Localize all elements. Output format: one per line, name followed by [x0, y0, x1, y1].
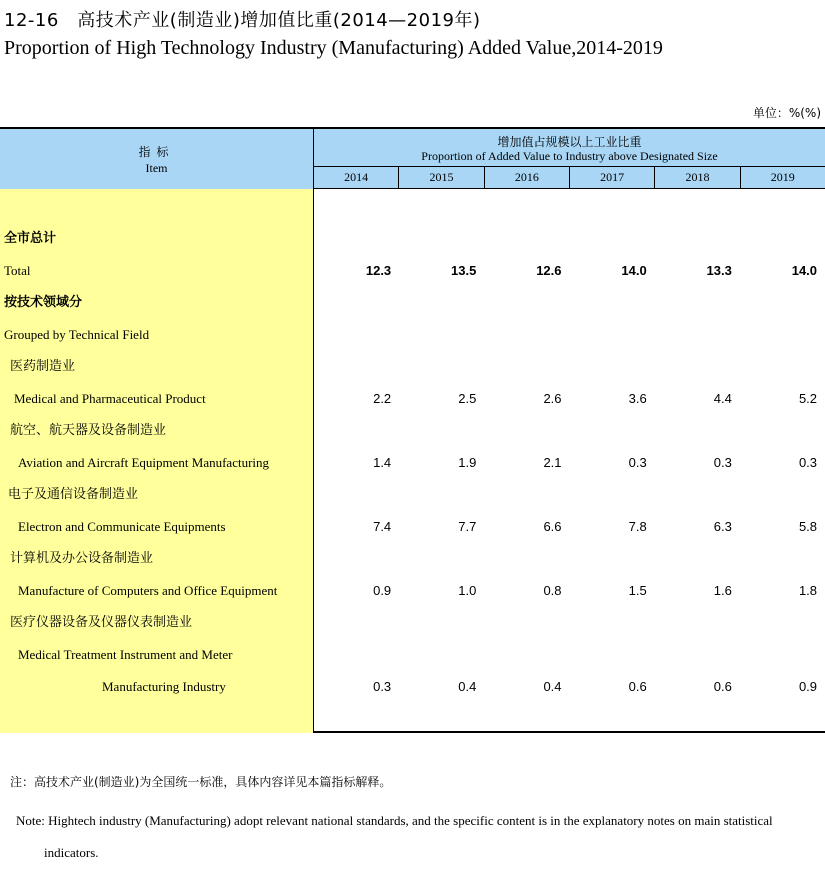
value-group-header: [314, 129, 825, 167]
year-header: 2017: [569, 167, 654, 188]
value-cell: 0.4: [458, 679, 477, 694]
table-title-cn: 12-16 高技术产业(制造业)增加值比重(2014—2019年): [4, 10, 481, 31]
table-title-en: Proportion of High Technology Industry (Manufacturing) Added Value,2014-2019: [4, 37, 663, 59]
row-label: Aviation and Aircraft Equipment Manufacturing: [18, 455, 270, 470]
table-row-values: [314, 575, 825, 607]
year-header: 2016: [484, 167, 569, 188]
value-cell: 13.5: [451, 263, 477, 278]
year-header: 2019: [740, 167, 825, 188]
value-cell: 1.6: [713, 583, 732, 598]
value-cell: 0.9: [373, 583, 392, 598]
table-row-values: [314, 383, 825, 415]
value-cell: 2.1: [543, 455, 562, 470]
table-row-values: [314, 671, 825, 703]
row-label: 按技术领域分: [4, 295, 83, 310]
value-cell: 0.6: [713, 679, 732, 694]
year-header: 2015: [398, 167, 483, 188]
table-row-values: [314, 511, 825, 543]
value-cell: 7.7: [458, 519, 477, 534]
row-label: 医药制造业: [10, 359, 76, 374]
row-label: Total: [4, 263, 31, 278]
row-label: Manufacturing Industry: [102, 679, 226, 694]
row-label: 电子及通信设备制造业: [8, 487, 139, 502]
value-cell: 7.8: [628, 519, 647, 534]
table-row-values: [314, 447, 825, 479]
year-header: 2014: [344, 170, 369, 184]
year-header-row: [314, 167, 825, 189]
row-label: Manufacture of Computers and Office Equipment: [18, 583, 278, 598]
value-cell: 4.4: [713, 391, 732, 406]
row-label: Electron and Communicate Equipments: [18, 519, 226, 534]
value-cell: 1.4: [373, 455, 392, 470]
statistics-table: [0, 127, 825, 733]
group-header-en: Proportion of Added Value to Industry above Designated Size: [421, 149, 718, 163]
row-label: 全市总计: [4, 231, 57, 246]
value-cell: 1.9: [458, 455, 477, 470]
value-cell: 6.3: [713, 519, 732, 534]
value-cell: 0.3: [628, 455, 647, 470]
value-cell: 3.6: [628, 391, 647, 406]
row-label: Medical and Pharmaceutical Product: [14, 391, 206, 406]
unit-label: 单位：%(%): [752, 106, 821, 120]
group-header-cn: 增加值占规模以上工业比重: [497, 135, 642, 149]
row-label: Grouped by Technical Field: [4, 327, 150, 342]
value-cell: 12.6: [536, 263, 562, 278]
value-cell: 1.0: [458, 583, 477, 598]
row-label: 计算机及办公设备制造业: [10, 551, 154, 566]
value-cell: 2.5: [458, 391, 477, 406]
year-header: 2018: [654, 167, 739, 188]
value-cell: 12.3: [365, 263, 392, 278]
footnote-en-line2: indicators.: [44, 845, 99, 860]
row-label: Medical Treatment Instrument and Meter: [18, 647, 233, 662]
footnote-en-line1: Note: Hightech industry (Manufacturing) adopt relevant national standards, and the specific content is in the explanatory notes on main statistical: [16, 813, 773, 828]
value-cell: 13.3: [706, 263, 732, 278]
footnote-cn: 注：高技术产业(制造业)为全国统一标准，具体内容详见本篇指标解释。: [10, 775, 392, 789]
footnote-en: [16, 805, 806, 869]
value-cell: 2.2: [373, 391, 392, 406]
value-cell: 6.6: [543, 519, 562, 534]
row-label: 医疗仪器设备及仪器仪表制造业: [10, 615, 193, 630]
value-cell: 0.6: [628, 679, 647, 694]
table-row-values: [314, 255, 825, 287]
value-cell: 1.8: [798, 583, 818, 598]
value-cell: 1.5: [628, 583, 647, 598]
item-header-en: Item: [145, 161, 168, 175]
value-cell: 0.9: [798, 679, 818, 694]
value-cell: 2.6: [543, 391, 562, 406]
value-cell: 0.3: [373, 679, 392, 694]
value-cell: 5.2: [798, 391, 818, 406]
value-cell: 5.8: [798, 519, 818, 534]
value-cell: 14.0: [791, 263, 818, 278]
item-column-header: [0, 129, 314, 189]
item-header-cn: 指标: [138, 145, 175, 159]
value-cell: 14.0: [621, 263, 647, 278]
value-cell: 0.8: [543, 583, 562, 598]
value-cell: 0.3: [713, 455, 732, 470]
value-cell: 0.4: [543, 679, 562, 694]
value-cell: 0.3: [798, 455, 818, 470]
row-label: 航空、航天器及设备制造业: [10, 423, 167, 438]
value-cell: 7.4: [373, 519, 392, 534]
